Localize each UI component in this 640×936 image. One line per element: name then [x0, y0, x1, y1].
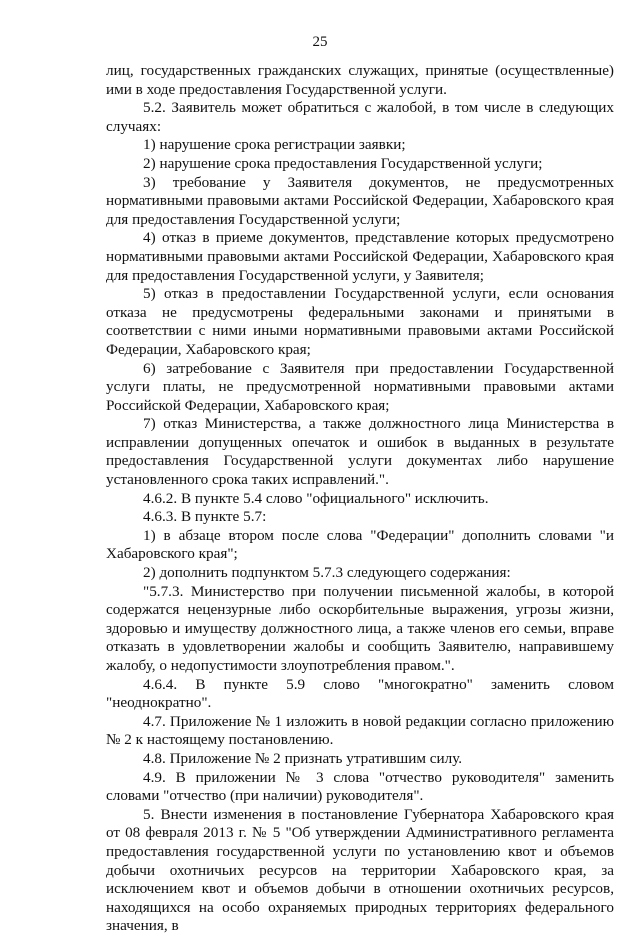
list-item-5: 5) отказ в предоставлении Государственной услуги, если основания отказа не предусмотрены федеральными законами и принятыми в соответствии с ними иными нормативными правовыми актами Российской Федерации, Хабаровского края;: [106, 285, 614, 358]
list-item-7: 7) отказ Министерства, а также должностного лица Министерства в исправлении допущенных опечаток и ошибок в выданных в результате предоставления Государственной услуги документах либо нарушение установленного срока таких исправлений.".: [106, 415, 614, 489]
paragraph-5-2: 5.2. Заявитель может обратиться с жалобой, в том числе в следующих случаях:: [106, 99, 614, 135]
paragraph-4-8: 4.8. Приложение № 2 признать утратившим силу.: [143, 749, 463, 767]
list-item-2: 2) нарушение срока предоставления Государственной услуги;: [143, 154, 543, 172]
page-number: 25: [312, 34, 328, 50]
paragraph-4-6-3: 4.6.3. В пункте 5.7:: [143, 508, 267, 526]
list-item-1: 1) нарушение срока регистрации заявки;: [143, 136, 406, 154]
quoted-paragraph-5-7-3: "5.7.3. Министерство при получении письменной жалобы, в которой содержатся нецензурные либо оскорбительные выражения, угрозы жизни, здоровью и имуществу должностного лица, а также членов его семьи, вправе отказать в удовлетворении жалобы и сообщить Заявителю, направившему жалобу, о недопустимости злоупотребления правом.".: [106, 582, 614, 674]
subitem-1: 1) в абзаце втором после слова "Федерации" дополнить словами "и Хабаровского края";: [106, 526, 614, 563]
document-body: [106, 62, 614, 936]
subitem-2: 2) дополнить подпунктом 5.7.3 следующего содержания:: [143, 564, 511, 582]
paragraph-5: 5. Внести изменения в постановление Губернатора Хабаровского края от 08 февраля 2013 г. № 5 "Об утверждении Административного регламента предоставления государственной услуги по установлению квот и объемов добычи охотничьих ресурсов на территории Хабаровского края, за исключением квот и объемов добычи в отношении охотничьих ресурсов, находящихся на особо охраняемых природных территориях федерального значения, в: [106, 805, 614, 935]
list-item-6: 6) затребование с Заявителя при предоставлении Государственной услуги платы, не предусмотренной нормативными правовыми актами Российской Федерации, Хабаровского края;: [106, 359, 614, 414]
list-item-4: 4) отказ в приеме документов, представление которых предусмотрено нормативными правовыми актами Российской Федерации, Хабаровского края для предоставления Государственной услуги, у Заявителя;: [106, 229, 614, 284]
paragraph-continuation: лиц, государственных гражданских служащих, принятые (осуществленные) ими в ходе предоставления Государственной услуги.: [106, 62, 614, 98]
paragraph-4-6-2: 4.6.2. В пункте 5.4 слово "официального" исключить.: [143, 489, 489, 507]
paragraph-4-9: 4.9. В приложении № 3 слова "отчество руководителя" заменить словами "отчество (при наличии) руководителя".: [106, 768, 614, 805]
list-item-3: 3) требование у Заявителя документов, не предусмотренных нормативными правовыми актами Российской Федерации, Хабаровского края для предоставления Государственной услуги;: [106, 173, 614, 228]
paragraph-4-7: 4.7. Приложение № 1 изложить в новой редакции согласно приложению № 2 к настоящему постановлению.: [106, 712, 614, 749]
paragraph-4-6-4: 4.6.4. В пункте 5.9 слово "многократно" заменить словом "неоднократно".: [106, 675, 614, 712]
